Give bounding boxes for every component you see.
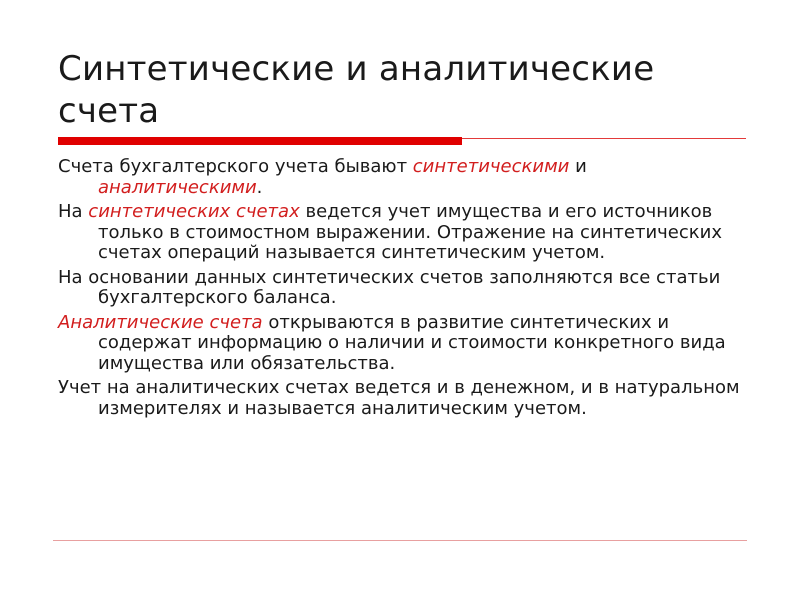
paragraph-text: Счета бухгалтерского учета бывают [58,156,413,177]
highlighted-term: синтетическими [412,156,570,177]
paragraph-3 [58,268,748,309]
paragraph-text: На основании данных синтетических счетов заполняются все статьи бухгалтерского баланса. [58,266,721,308]
title-divider [58,137,746,145]
slide-body [58,157,748,423]
paragraph-text: и [569,156,587,177]
title-divider-thick [58,137,462,145]
paragraph-text: ведется учет имущества и его источников только в стоимостном выражении. Отражение на синтетических счетах операций называется синтетическим учетом. [98,201,722,263]
slide-title-line-1: Синтетические и аналитические [58,49,655,89]
footer-divider [53,540,747,541]
paragraph-5 [58,378,748,419]
highlighted-term: Аналитические счета [58,311,263,333]
paragraph-1 [58,157,748,198]
paragraph-4 [58,313,748,375]
paragraph-2 [58,202,748,264]
paragraph-text: Учет на аналитических счетах ведется и в денежном, и в натуральном измерителях и называется аналитическим учетом. [58,377,740,419]
title-divider-thin [462,138,746,139]
highlighted-term: аналитическими [98,176,257,198]
paragraph-text: . [256,176,263,198]
slide-title-line-2: счета [58,91,160,131]
slide-title [58,48,758,132]
paragraph-text: На [58,201,89,222]
paragraph-text: открываются в развитие синтетических и содержат информацию о наличии и стоимости конкретного вида имущества или обязательства. [98,311,726,374]
highlighted-term: синтетических счетах [88,201,300,222]
